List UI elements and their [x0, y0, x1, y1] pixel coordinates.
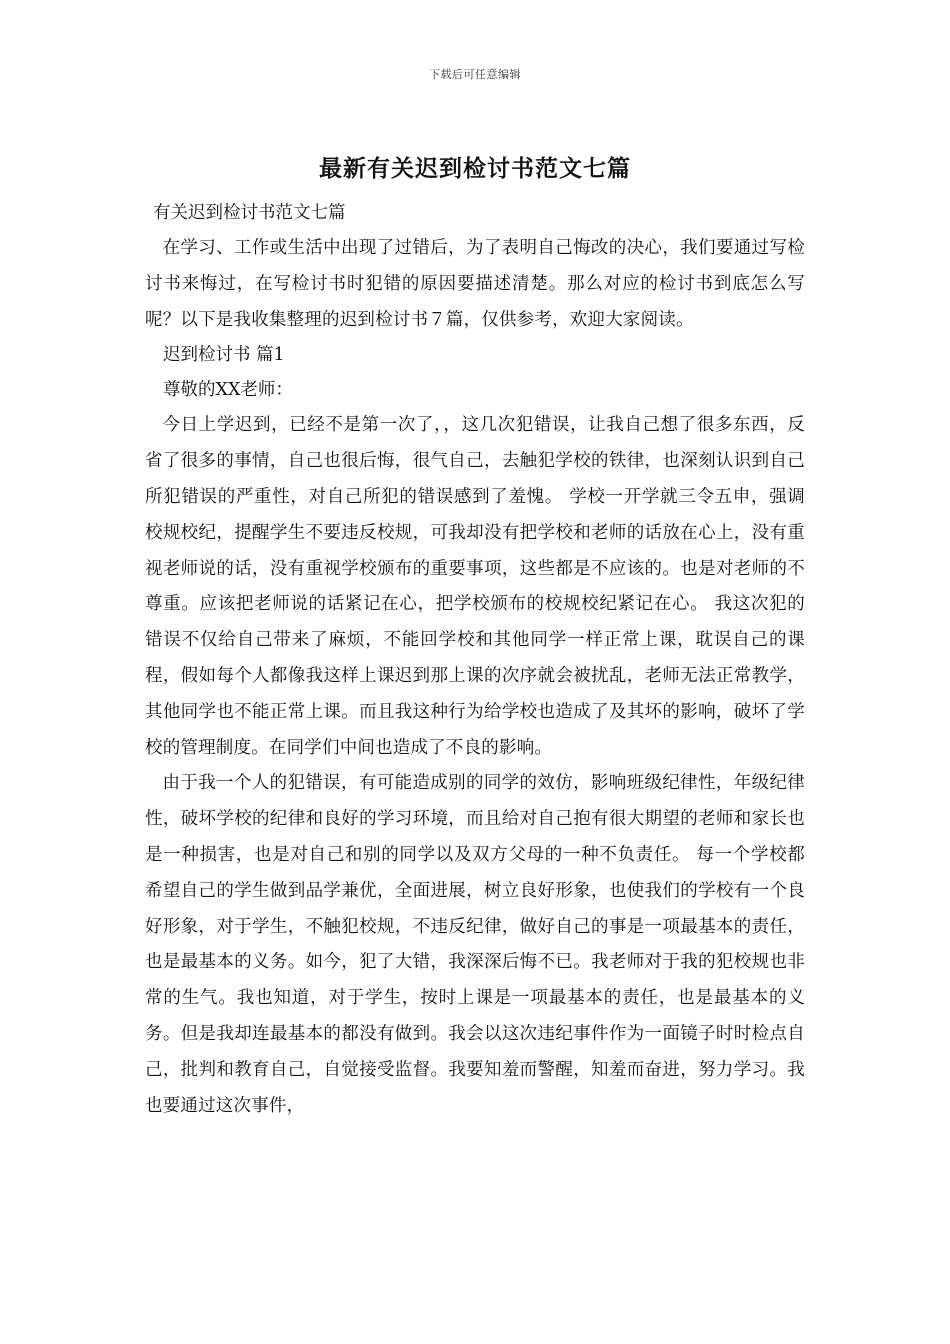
body-paragraph-2: 由于我一个人的犯错误，有可能造成别的同学的效仿，影响班级纪律性，年级纪律性，破坏学校的纪律和良好的学习环境，而且给对自己抱有很大期望的老师和家长也是一种损害，也是对自己和别的同学以及双方父母的一种不负责任。 每一个学校都希望自己的学生做到品学兼优，全面进展，树立良好形象，也使我们的学校有一个良好形象，对于学生，不触犯校规，不违反纪律，做好自己的事是一项最基本的责任，也是最基本的义务。如今，犯了大错，我深深后悔不已。我老师对于我的犯校规也非常的生气。我也知道，对于学生，按时上课是一项最基本的责任，也是最基本的义务。但是我却连最基本的都没有做到。我会以这次违纪事件作为一面镜子时时检点自己，批判和教育自己，自觉接受监督。我要知羞而警醒，知羞而奋进，努力学习。我也要通过这次事件， — [145, 773, 805, 1116]
body-paragraph-1: 今日上学迟到，已经不是第一次了，，这几次犯错误，让我自己想了很多东西，反省了很多的事情，自己也很后悔，很气自己，去触犯学校的铁律，也深刻认识到自己所犯错误的严重性，对自己所犯的错误感到了羞愧。 学校一开学就三令五申，强调校规校纪，提醒学生不要违反校规，可我却没有把学校和老师的话放在心上，没有重视老师说的话，没有重视学校颁布的重要事项，这些都是不应该的。也是对老师的不尊重。应该把老师说的话紧记在心，把学校颁布的校规校纪紧记在心。 我这次犯的错误不仅给自己带来了麻烦，不能回学校和其他同学一样正常上课，耽误自己的课程，假如每个人都像我这样上课迟到那上课的次序就会被扰乱，老师无法正常教学，其他同学也不能正常上课。而且我这种行为给学校也造成了及其坏的影响，破坏了学校的管理制度。在同学们中间也造成了不良的影响。 — [145, 415, 805, 758]
header-note: 下载后可任意编辑 — [429, 68, 521, 81]
document-title: 最新有关迟到检讨书范文七篇 — [319, 155, 631, 182]
intro-paragraph: 在学习、工作或生活中出现了过错后，为了表明自己悔改的决心，我们要通过写检讨书来悔过，在写检讨书时犯错的原因要描述清楚。那么对应的检讨书到底怎么写呢？以下是我收集整理的迟到检讨书７篇，仅供参考，欢迎大家阅读。 — [145, 238, 805, 330]
salutation: 尊敬的XX老师： — [163, 380, 293, 401]
document-body — [145, 196, 805, 1124]
section-heading: 迟到检讨书 篇1 — [163, 345, 285, 366]
subtitle: 有关迟到检讨书范文七篇 — [153, 203, 346, 223]
